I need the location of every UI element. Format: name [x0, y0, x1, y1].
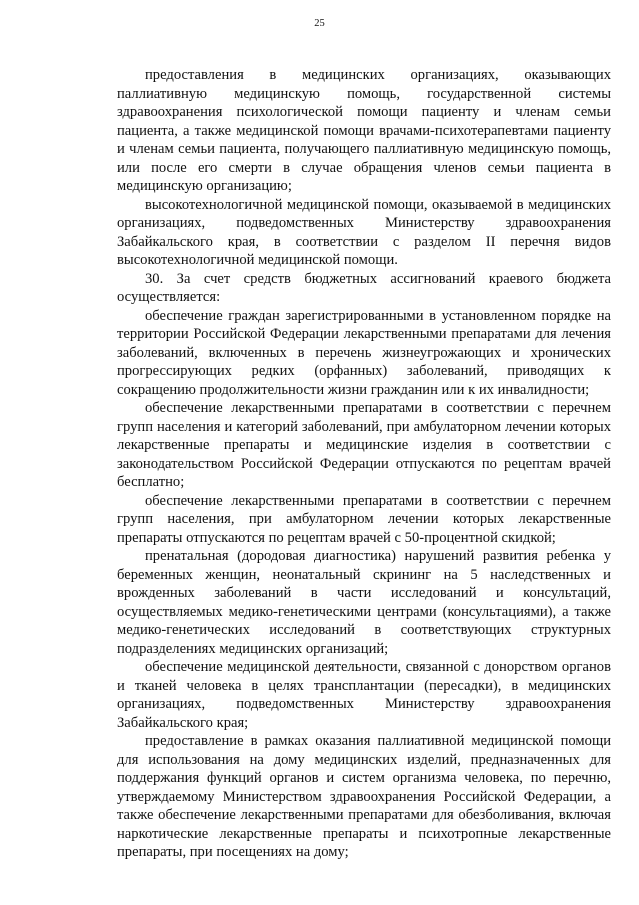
paragraph-6: обеспечение лекарственными препаратами в соответствии с перечнем групп населения, при амбулаторном лечении которых лекарственные препараты отпускаются по рецептам врачей с 50-процентной скидкой; [117, 492, 611, 546]
paragraph-8: обеспечение медицинской деятельности, связанной с донорством органов и тканей человека в целях трансплантации (пересадки), в медицинских организациях, подведомственных Министерству здравоохранения Забайкальского края; [117, 659, 611, 731]
paragraph-4: обеспечение граждан зарегистрированными в установленном порядке на территории Российской Федерации лекарственными препаратами для лечения заболеваний, включенных в перечень жизнеугрожающих и хронических прогрессирующих редких (орфанных) заболеваний, приводящих к сокращению продолжительности жизни гражданин или к их инвалидности; [117, 307, 611, 398]
paragraph-9: предоставление в рамках оказания паллиативной медицинской помощи для использования на дому медицинских изделий, предназначенных для поддержания функций органов и систем организма человека, по перечню, утверждаемому Министерством здравоохранения Российской Федерации, а также обеспечение лекарственными препаратами для обезболивания, включая наркотические лекарственные препараты и психотропные лекарственные препараты, при посещениях на дому; [117, 733, 611, 860]
document-body [117, 66, 611, 862]
page-number: 25 [314, 18, 325, 29]
paragraph-1: предоставления в медицинских организациях, оказывающих паллиативную медицинскую помощь, государственной системы здравоохранения психологической помощи пациенту и членам семьи пациента, а также медицинской помощи врачами-психотерапевтами пациенту и членам семьи пациента, получающего паллиативную медицинскую помощь, или после его смерти в случае обращения членов семьи пациента в медицинскую организацию; [117, 67, 611, 194]
paragraph-7: пренатальная (дородовая диагностика) нарушений развития ребенка у беременных женщин, неонатальный скрининг на 5 наследственных и врожденных заболеваний в части исследований и консультаций, осуществляемых медико-генетическими центрами (консультациями), а также медико-генетических исследований в соответствующих структурных подразделениях медицинских организаций; [117, 548, 611, 657]
paragraph-2: высокотехнологичной медицинской помощи, оказываемой в медицинских организациях, подведомственных Министерству здравоохранения Забайкальского края, в соответствии с разделом II перечня видов высокотехнологичной медицинской помощи. [117, 196, 611, 268]
paragraph-5: обеспечение лекарственными препаратами в соответствии с перечнем групп населения и категорий заболеваний, при амбулаторном лечении которых лекарственные препараты и медицинские изделия в соответствии с законодательством Российской Федерации отпускаются по рецептам врачей бесплатно; [117, 400, 611, 490]
paragraph-3: 30. За счет средств бюджетных ассигнований краевого бюджета осуществляется: [117, 270, 611, 305]
